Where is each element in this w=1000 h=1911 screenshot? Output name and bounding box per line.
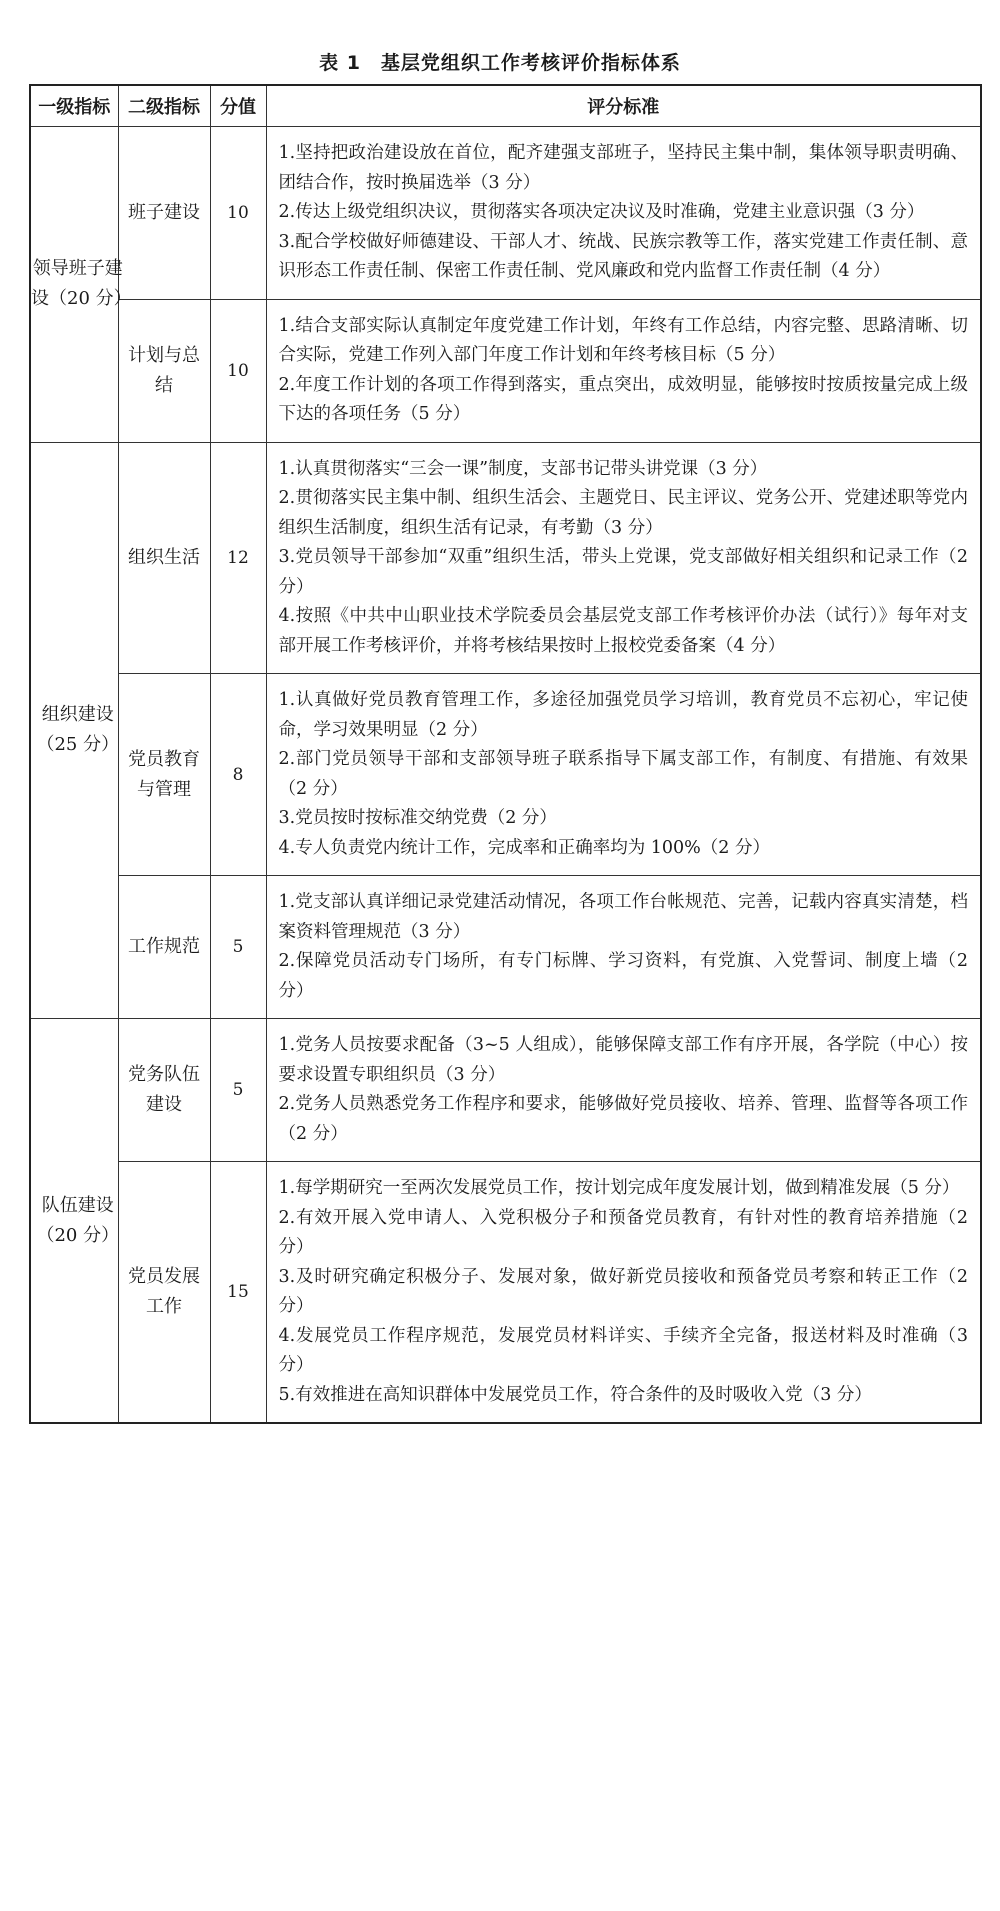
level2-cell — [118, 1019, 210, 1162]
criteria-item: 3.及时研究确定积极分子、发展对象，做好新党员接收和预备党员考察和转正工作（2 分） — [278, 1266, 968, 1316]
criteria-item: 2.有效开展入党申请人、入党积极分子和预备党员教育，有针对性的教育培养措施（2 分） — [278, 1207, 968, 1257]
level2-label: 班子建设 — [128, 201, 200, 223]
level2-cell — [118, 876, 210, 1019]
table-header-row — [30, 85, 981, 127]
table-title: 表 1 基层党组织工作考核评价指标体系 — [319, 52, 681, 74]
level1-cell — [30, 1019, 118, 1424]
criteria-cell — [266, 127, 981, 300]
score-cell: 8 — [210, 674, 266, 876]
criteria-item: 1.结合支部实际认真制定年度党建工作计划，年终有工作总结，内容完整、思路清晰、切合实际，党建工作列入部门年度工作计划和年终考核目标（5 分） — [278, 315, 968, 365]
criteria-cell — [266, 1019, 981, 1162]
score-cell: 12 — [210, 442, 266, 674]
criteria-item: 3.党员领导干部参加“双重”组织生活，带头上党课，党支部做好相关组织和记录工作（2 分） — [278, 547, 968, 597]
level2-cell — [118, 442, 210, 674]
criteria-item: 2.年度工作计划的各项工作得到落实，重点突出，成效明显，能够按时按质按量完成上级下达的各项任务（5 分） — [278, 374, 968, 424]
criteria-item: 2.党务人员熟悉党务工作程序和要求，能够做好党员接收、培养、管理、监督等各项工作（2 分） — [278, 1094, 968, 1144]
criteria-cell — [266, 442, 981, 674]
table-row — [30, 1162, 981, 1424]
evaluation-table — [29, 84, 982, 1424]
score-cell: 15 — [210, 1162, 266, 1424]
criteria-item: 3.配合学校做好师德建设、干部人才、统战、民族宗教等工作，落实党建工作责任制、意识形态工作责任制、保密工作责任制、党风廉政和党内监督工作责任制（4 分） — [278, 231, 968, 281]
criteria-item: 4.按照《中共中山职业技术学院委员会基层党支部工作考核评价办法（试行）》每年对支部开展工作考核评价，并将考核结果按时上报校党委备案（4 分） — [278, 606, 968, 656]
criteria-item: 2.部门党员领导干部和支部领导班子联系指导下属支部工作，有制度、有措施、有效果（2 分） — [278, 749, 968, 799]
level2-label: 组织生活 — [128, 546, 200, 568]
score-cell: 5 — [210, 1019, 266, 1162]
level2-cell — [118, 299, 210, 442]
criteria-item: 2.保障党员活动专门场所，有专门标牌、学习资料，有党旗、入党誓词、制度上墙（2 分） — [278, 951, 968, 1001]
level2-cell — [118, 674, 210, 876]
level2-cell — [118, 127, 210, 300]
level2-label: 党务队伍建设 — [128, 1064, 200, 1115]
header-score: 分值 — [210, 85, 266, 127]
level2-label: 计划与总结 — [128, 344, 200, 396]
level2-label: 党员发展工作 — [128, 1266, 200, 1317]
level1-label: 领导班子建设（20 分） — [31, 258, 132, 310]
criteria-item: 1.党支部认真详细记录党建活动情况，各项工作台帐规范、完善，记载内容真实清楚，档案资料管理规范（3 分） — [278, 892, 968, 942]
level1-label: 队伍建设（20 分） — [36, 1194, 120, 1246]
level1-label: 组织建设（25 分） — [36, 704, 120, 756]
level2-label: 党员教育与管理 — [128, 748, 200, 800]
level2-label: 工作规范 — [128, 936, 200, 957]
table-row — [30, 127, 981, 300]
level1-cell — [30, 442, 118, 1019]
score-cell: 5 — [210, 876, 266, 1019]
criteria-item: 4.专人负责党内统计工作，完成率和正确率均为 100%（2 分） — [278, 837, 770, 858]
header-criteria: 评分标准 — [266, 85, 981, 127]
level2-cell — [118, 1162, 210, 1424]
criteria-item: 2.传达上级党组织决议，贯彻落实各项决定决议及时准确，党建主业意识强（3 分） — [278, 202, 925, 222]
header-level1: 一级指标 — [30, 85, 118, 127]
score-cell: 10 — [210, 299, 266, 442]
criteria-item: 1.每学期研究一至两次发展党员工作，按计划完成年度发展计划，做到精准发展（5 分） — [278, 1178, 960, 1198]
criteria-cell — [266, 674, 981, 876]
table-row — [30, 1019, 981, 1162]
criteria-item: 1.坚持把政治建设放在首位，配齐建强支部班子，坚持民主集中制，集体领导职责明确、团结合作，按时换届选举（3 分） — [278, 143, 968, 193]
header-level2: 二级指标 — [118, 85, 210, 127]
criteria-item: 3.党员按时按标准交纳党费（2 分） — [278, 808, 557, 828]
criteria-item: 1.认真贯彻落实“三会一课”制度，支部书记带头讲党课（3 分） — [278, 458, 768, 479]
criteria-item: 4.发展党员工作程序规范，发展党员材料详实、手续齐全完备，报送材料及时准确（3 分） — [278, 1325, 968, 1375]
criteria-item: 2.贯彻落实民主集中制、组织生活会、主题党日、民主评议、党务公开、党建述职等党内组织生活制度，组织生活有记录，有考勤（3 分） — [278, 488, 968, 538]
score-cell: 10 — [210, 127, 266, 300]
criteria-cell — [266, 876, 981, 1019]
criteria-item: 1.党务人员按要求配备（3~5 人组成），能够保障支部工作有序开展，各学院（中心）按要求设置专职组织员（3 分） — [278, 1035, 968, 1085]
table-row — [30, 876, 981, 1019]
criteria-item: 5.有效推进在高知识群体中发展党员工作，符合条件的及时吸收入党（3 分） — [278, 1384, 872, 1405]
table-row — [30, 442, 981, 674]
criteria-item: 1.认真做好党员教育管理工作，多途径加强党员学习培训，教育党员不忘初心，牢记使命，学习效果明显（2 分） — [278, 690, 968, 740]
level1-cell — [30, 127, 132, 443]
criteria-cell — [266, 299, 981, 442]
table-row — [30, 299, 981, 442]
table-row — [30, 674, 981, 876]
criteria-cell — [266, 1162, 981, 1424]
